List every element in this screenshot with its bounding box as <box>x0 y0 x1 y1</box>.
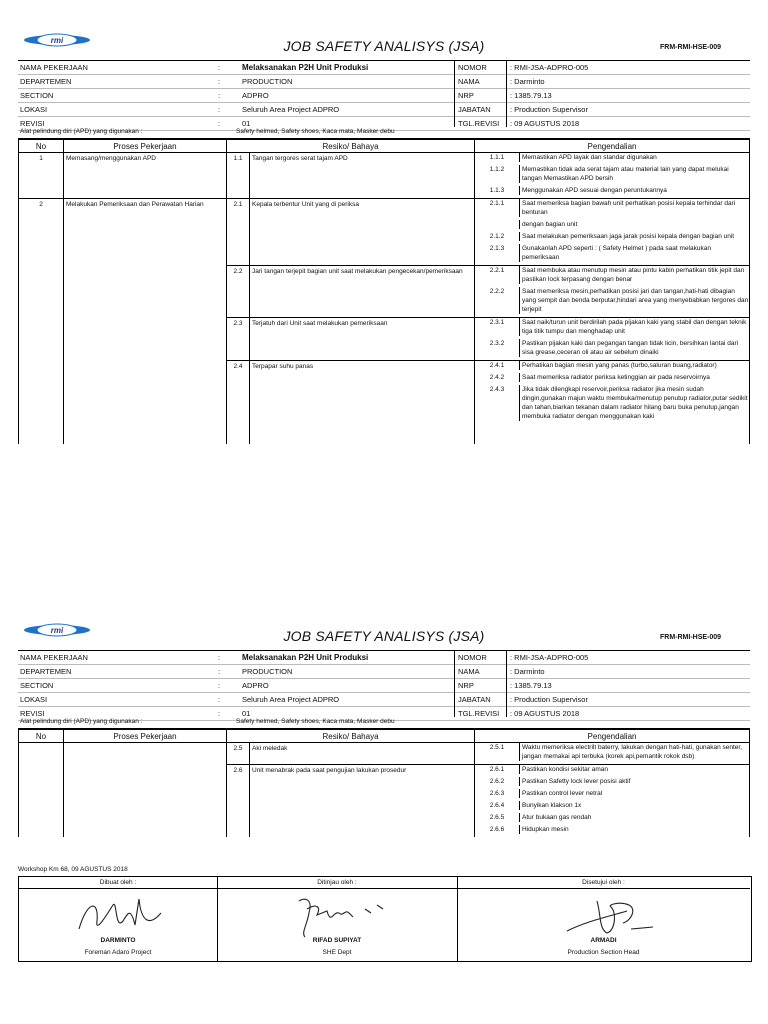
control-item <box>475 339 749 357</box>
footer-place-date: Workshop Km 68, 09 AGUSTUS 2018 <box>18 866 128 873</box>
risk-number: 2.6 <box>227 765 250 838</box>
header-row: REVISI : 01 TGL.REVISI : 09 AGUSTUS 2018 <box>18 117 750 131</box>
form-title: JOB SAFETY ANALISYS (JSA) <box>283 628 485 644</box>
control-number: 2.1.3 <box>489 245 505 252</box>
control-text: Jika tidak dilengkapi reservoir,periksa radiator jika mesin sudah dingin,gunakan majun waktu membuka/menutup penutup radiator,putar sedikit dan tahan,biarkan tekanan dalam radiator hilang baru buka penutup,jangan membuka radiator dengan menggunakan kaki <box>519 385 749 421</box>
control-number: 1.1.3 <box>489 187 505 194</box>
control-number: 2.4.3 <box>489 386 505 393</box>
control-text: Pastikan pijakan kaki dan pegangan tangan tidak licin, bersihkan lantai dari sisa grease,ceceran oli atau air sebelum dinaiki <box>519 339 749 357</box>
header-row: NAMA PEKERJAAN : Melaksanakan P2H Unit Produksi NOMOR : RMI-JSA-ADPRO-005 <box>18 61 750 75</box>
empty-cell <box>19 424 64 444</box>
col-no: No <box>19 140 64 153</box>
risk-text: Tangan tergores serat tajam APD <box>250 153 475 199</box>
control-text: Memastikan tidak ada serat tajam atau material lain yang dapat melukai tangan Memastikan APD bersih <box>519 165 749 183</box>
control-item <box>475 765 749 774</box>
risk-text: Unit menabrak pada saat pengujian lakukan prosedur <box>250 765 475 838</box>
header-row: DEPARTEMEN : PRODUCTION NAMA : Darminto <box>18 665 750 679</box>
control-number: 2.6.4 <box>489 802 505 809</box>
risk-text: Aki meledak <box>250 743 475 765</box>
row-process <box>64 743 227 765</box>
empty-cell <box>227 424 250 444</box>
control-item <box>475 318 749 336</box>
header-row: LOKASI : Seluruh Area Project ADPRO JABATAN : Production Supervisor <box>18 103 750 117</box>
col-resiko: Resiko/ Bahaya <box>227 140 475 153</box>
header-block <box>18 650 750 721</box>
control-item <box>475 743 749 761</box>
control-text: Pastikan Safetty lock lever posisi aktif <box>519 777 749 786</box>
control-number: 2.3.2 <box>489 340 505 347</box>
row-process <box>64 765 227 838</box>
signature-made-by: Dibuat oleh : DARMINTO Foreman Adaro Project <box>19 877 218 961</box>
table-row <box>19 153 750 199</box>
controls-cell <box>475 361 750 425</box>
control-number: 2.6.2 <box>489 778 505 785</box>
form-number: FRM-RMI-HSE-009 <box>660 634 722 641</box>
apd-line: Alat pelindung diri (APD) yang digunakan : Safety helmed, Safety shoes, Kaca mata, Masker debu <box>18 126 750 139</box>
risk-number: 2.5 <box>227 743 250 765</box>
control-number <box>475 220 519 229</box>
header-divider <box>454 61 455 127</box>
header-row: SECTION : ADPRO NRP : 1385.79.13 <box>18 679 750 693</box>
header-row: DEPARTEMEN : PRODUCTION NAMA : Darminto <box>18 75 750 89</box>
jsa-table <box>18 139 750 444</box>
header-divider <box>454 651 455 717</box>
table-row <box>19 318 750 361</box>
control-item <box>475 801 749 810</box>
row-number <box>19 266 64 318</box>
control-text: Pastikan kondisi sekitar aman <box>519 765 749 774</box>
row-number <box>19 765 64 838</box>
control-text: dengan bagian unit <box>519 220 749 229</box>
control-text: Perhatikan bagian mesin yang panas (turbo,saluran buang,radiator) <box>519 361 749 370</box>
control-item <box>475 165 749 183</box>
control-text: Waktu memeriksa electrilt baterry, lakukan dengan hati-hati, gunakan senter, jangan memakai api terbuka (korek api,pemantik rokok dsb) <box>519 743 749 761</box>
controls-cell <box>475 199 750 266</box>
empty-cell <box>475 424 750 444</box>
controls-cell <box>475 318 750 361</box>
row-process: Memasang/menggunakan APD <box>64 153 227 199</box>
col-pengendalian: Pengendalian <box>475 730 750 743</box>
control-item <box>475 153 749 162</box>
col-proses: Proses Pekerjaan <box>64 730 227 743</box>
header-block <box>18 60 750 131</box>
control-item <box>475 266 749 284</box>
header-divider <box>506 651 507 717</box>
table-row <box>19 199 750 266</box>
signature-image <box>287 891 397 939</box>
control-item <box>475 186 749 195</box>
signature-image <box>69 891 169 939</box>
control-number: 2.1.2 <box>489 233 505 240</box>
signature-approved-by: Disetujui oleh : ARMADI Production Section Head <box>457 877 750 961</box>
control-number: 2.2.1 <box>489 267 505 274</box>
risk-text: Terjatuh dari Unit saat melakukan pemeriksaan <box>250 318 475 361</box>
row-number: 1 <box>19 153 64 199</box>
control-text: Pastikan control lever netral <box>519 789 749 798</box>
control-number: 2.3.1 <box>489 319 505 326</box>
control-item <box>475 813 749 822</box>
control-text: Bunyikan klakson 1x <box>519 801 749 810</box>
control-number: 2.6.3 <box>489 790 505 797</box>
controls-cell <box>475 765 750 838</box>
control-item <box>475 199 749 217</box>
row-process: Melakukan Pemeriksaan dan Perawatan Harian <box>64 199 227 266</box>
risk-number: 2.2 <box>227 266 250 318</box>
risk-number: 2.4 <box>227 361 250 425</box>
control-item <box>475 373 749 382</box>
risk-text: Jari tangan terjepit bagian unit saat melakukan pengecekan/pemeriksaan <box>250 266 475 318</box>
control-number: 2.2.2 <box>489 288 505 295</box>
row-number <box>19 743 64 765</box>
col-proses: Proses Pekerjaan <box>64 140 227 153</box>
control-item <box>475 777 749 786</box>
table-row <box>19 765 750 838</box>
control-number: 2.1.1 <box>489 200 505 207</box>
header-row: LOKASI : Seluruh Area Project ADPRO JABATAN : Production Supervisor <box>18 693 750 707</box>
control-item <box>475 361 749 370</box>
table-row <box>19 743 750 765</box>
signature-reviewed-by: Ditinjau oleh : RIFAD SUPIYAT SHE Dept <box>217 877 458 961</box>
controls-cell <box>475 266 750 318</box>
col-no: No <box>19 730 64 743</box>
jsa-table <box>18 729 750 837</box>
row-process <box>64 318 227 361</box>
control-item <box>475 789 749 798</box>
control-item <box>475 287 749 314</box>
control-item <box>475 385 749 421</box>
svg-text:rmi: rmi <box>50 36 64 45</box>
control-number: 2.4.1 <box>489 362 505 369</box>
control-text: Menggunakan APD sesuai dengan peruntukannya <box>519 186 749 195</box>
row-number <box>19 361 64 425</box>
control-text: Saat memeriksa bagian bawah unit perhatikan posisi kepala terhindar dari benturan <box>519 199 749 217</box>
header-divider <box>506 61 507 127</box>
control-item <box>475 825 749 834</box>
table-filler-row <box>19 424 750 444</box>
control-item <box>475 244 749 262</box>
row-process <box>64 266 227 318</box>
control-number: 1.1.2 <box>489 166 505 173</box>
header-row: NAMA PEKERJAAN : Melaksanakan P2H Unit Produksi NOMOR : RMI-JSA-ADPRO-005 <box>18 651 750 665</box>
control-text: Memastikan APD layak dan standar digunakan <box>519 153 749 162</box>
control-number: 2.5.1 <box>489 744 505 751</box>
control-text: Saat memeriksa radiator periksa ketinggian air pada reservoirnya <box>519 373 749 382</box>
col-pengendalian: Pengendalian <box>475 140 750 153</box>
risk-number: 2.1 <box>227 199 250 266</box>
apd-line: Alat pelindung diri (APD) yang digunakan : Safety helmed, Safety shoes, Kaca mata, Masker debu <box>18 716 750 729</box>
table-row <box>19 361 750 425</box>
risk-number: 1.1 <box>227 153 250 199</box>
form-number: FRM-RMI-HSE-009 <box>660 44 722 51</box>
control-item <box>475 220 749 229</box>
control-number: 2.6.1 <box>489 766 505 773</box>
signature-block <box>18 876 752 962</box>
risk-text: Terpapar suhu panas <box>250 361 475 425</box>
control-text: Gunakanlah APD seperti : ( Safety Helmet ) pada saat melakukan pemeriksaan <box>519 244 749 262</box>
control-number: 1.1.1 <box>489 154 505 161</box>
control-text: Atur bukaan gas rendah <box>519 813 749 822</box>
header-row: REVISI : 01 TGL.REVISI : 09 AGUSTUS 2018 <box>18 707 750 721</box>
control-item <box>475 232 749 241</box>
control-number: 2.6.5 <box>489 814 505 821</box>
control-number: 2.6.6 <box>489 826 505 833</box>
row-process <box>64 361 227 425</box>
row-number <box>19 318 64 361</box>
controls-cell <box>475 153 750 199</box>
empty-cell <box>250 424 475 444</box>
table-row <box>19 266 750 318</box>
control-text: Hidupkan mesin <box>519 825 749 834</box>
control-text: Saat memeriksa mesin,perhatikan posisi jari dan tangan,hati-hati dibagian yang sempit dan benda berputar,hindari area yang menyebabkan tergores dan terjepit <box>519 287 749 314</box>
risk-text: Kepala terbentur Unit yang di periksa <box>250 199 475 266</box>
control-text: Saat melakukan pemeriksaan jaga jarak posisi kepala dengan bagian unit <box>519 232 749 241</box>
row-number: 2 <box>19 199 64 266</box>
risk-number: 2.3 <box>227 318 250 361</box>
form-title: JOB SAFETY ANALISYS (JSA) <box>283 38 485 54</box>
control-text: Saat membuka atau menutup mesin atau pintu kabin perhatikan titik jepit dan pastikan lock terpasang dengan benar <box>519 266 749 284</box>
svg-text:rmi: rmi <box>50 626 64 635</box>
control-number: 2.4.2 <box>489 374 505 381</box>
signature-image <box>557 891 667 941</box>
control-text: Saat naik/turun unit berdirilah pada pijakan kaki yang stabil dan dengan teknik tiga titik tumpu dan menghadap unit <box>519 318 749 336</box>
controls-cell <box>475 743 750 765</box>
header-row: SECTION : ADPRO NRP : 1385.79.13 <box>18 89 750 103</box>
col-resiko: Resiko/ Bahaya <box>227 730 475 743</box>
empty-cell <box>64 424 227 444</box>
